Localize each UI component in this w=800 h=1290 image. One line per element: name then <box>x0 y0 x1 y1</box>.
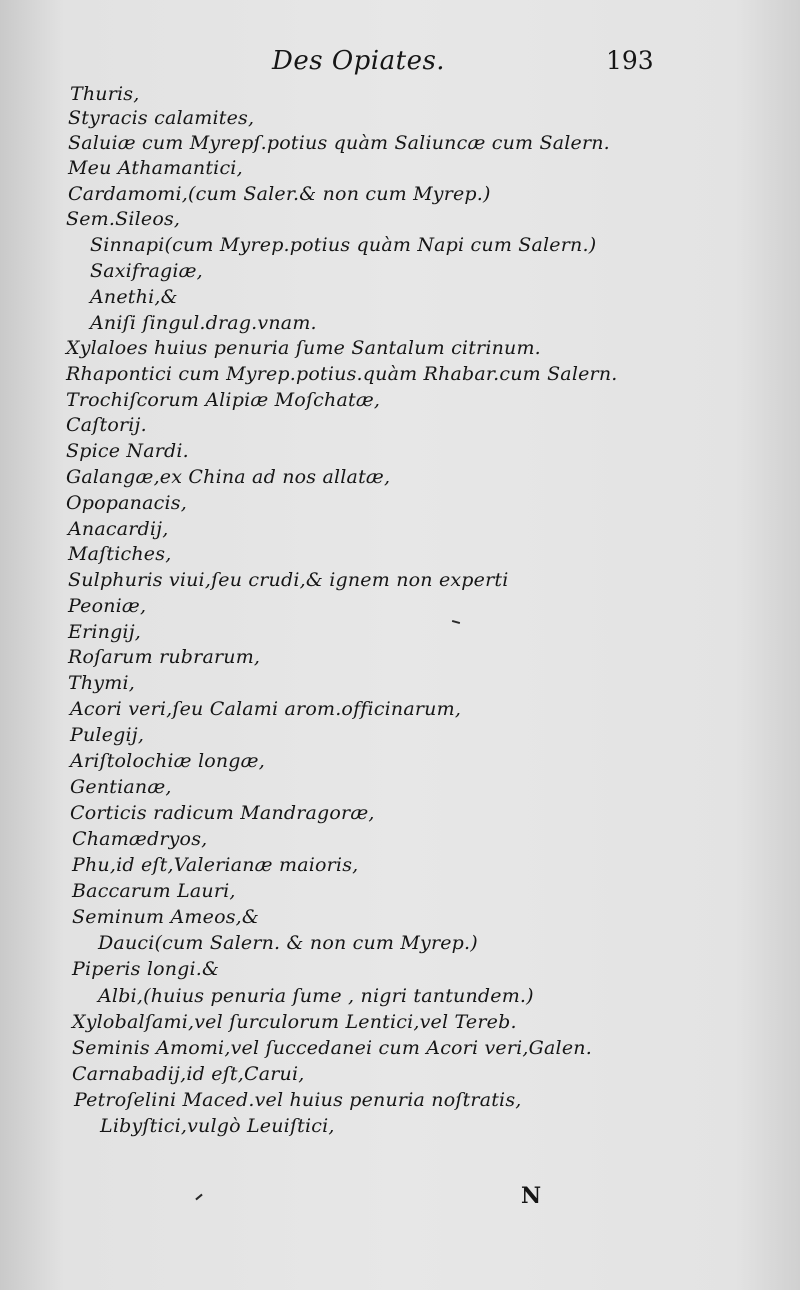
text-line: Styracis calamites, <box>68 107 255 129</box>
text-line: Petroſelini Maced.vel huius penuria noſtratis, <box>74 1089 522 1111</box>
ink-speck <box>195 1194 202 1201</box>
text-line: Gentianæ, <box>70 776 172 798</box>
text-line: Thymi, <box>68 672 135 694</box>
text-line: Xylaloes huius penuria ſume Santalum citrinum. <box>66 337 541 359</box>
text-line: Cardamomi,(cum Saler.& non cum Myrep.) <box>68 183 491 205</box>
text-line: Sem.Sileos, <box>66 208 181 230</box>
running-head <box>0 42 800 82</box>
text-line: Saluiæ cum Myrepſ.potius quàm Saliuncæ cum Salern. <box>68 132 610 154</box>
text-line: Chamædryos, <box>72 828 208 850</box>
text-line: Ariſtolochiæ longæ, <box>70 750 265 772</box>
text-line: Albi,(huius penuria ſume , nigri tantundem.) <box>98 985 534 1007</box>
text-line: Libyſtici,vulgò Leuiſtici, <box>100 1115 335 1137</box>
text-line: Thuris, <box>70 83 140 105</box>
text-line: Aniſi ſingul.drag.vnam. <box>90 312 317 334</box>
text-line: Eringij, <box>68 621 142 643</box>
text-line: Rhapontici cum Myrep.potius.quàm Rhabar.cum Salern. <box>66 363 618 385</box>
text-line: Seminum Ameos,& <box>72 906 260 928</box>
text-line: Caſtorij. <box>66 414 147 436</box>
ink-speck <box>452 620 460 624</box>
text-line: Saxifragiæ, <box>90 260 203 282</box>
text-line: Anethi,& <box>90 286 178 308</box>
running-title: Des Opiates. <box>272 46 446 76</box>
text-line: Xylobalſami,vel ſurculorum Lentici,vel Tereb. <box>72 1011 517 1033</box>
text-line: Carnabadij,id eſt,Carui, <box>72 1063 305 1085</box>
text-line: Sinnapi(cum Myrep.potius quàm Napi cum Salern.) <box>90 234 597 256</box>
page-number: 193 <box>606 46 654 75</box>
text-line: Acori veri,ſeu Calami arom.officinarum, <box>70 698 462 720</box>
text-line: Meu Athamantici, <box>68 157 243 179</box>
text-line: Galangæ,ex China ad nos allatæ, <box>66 466 391 488</box>
signature-mark: N <box>521 1183 542 1209</box>
text-line: Sulphuris viui,ſeu crudi,& ignem non experti <box>68 569 509 591</box>
text-line: Anacardij, <box>68 518 169 540</box>
text-line: Maſtiches, <box>68 543 172 565</box>
text-line: Baccarum Lauri, <box>72 880 236 902</box>
text-line: Seminis Amomi,vel ſuccedanei cum Acori veri,Galen. <box>72 1037 592 1059</box>
text-line: Roſarum rubrarum, <box>68 646 261 668</box>
text-line: Corticis radicum Mandragoræ, <box>70 802 375 824</box>
text-line: Pulegij, <box>70 724 145 746</box>
text-line: Trochiſcorum Alipiæ Moſchatæ, <box>66 389 381 411</box>
text-line: Piperis longi.& <box>72 958 220 980</box>
text-line: Phu,id eſt,Valerianæ maioris, <box>72 854 359 876</box>
text-line: Opopanacis, <box>66 492 187 514</box>
text-line: Spice Nardi. <box>66 440 189 462</box>
text-line: Dauci(cum Salern. & non cum Myrep.) <box>98 932 478 954</box>
text-line: Peoniæ, <box>68 595 147 617</box>
